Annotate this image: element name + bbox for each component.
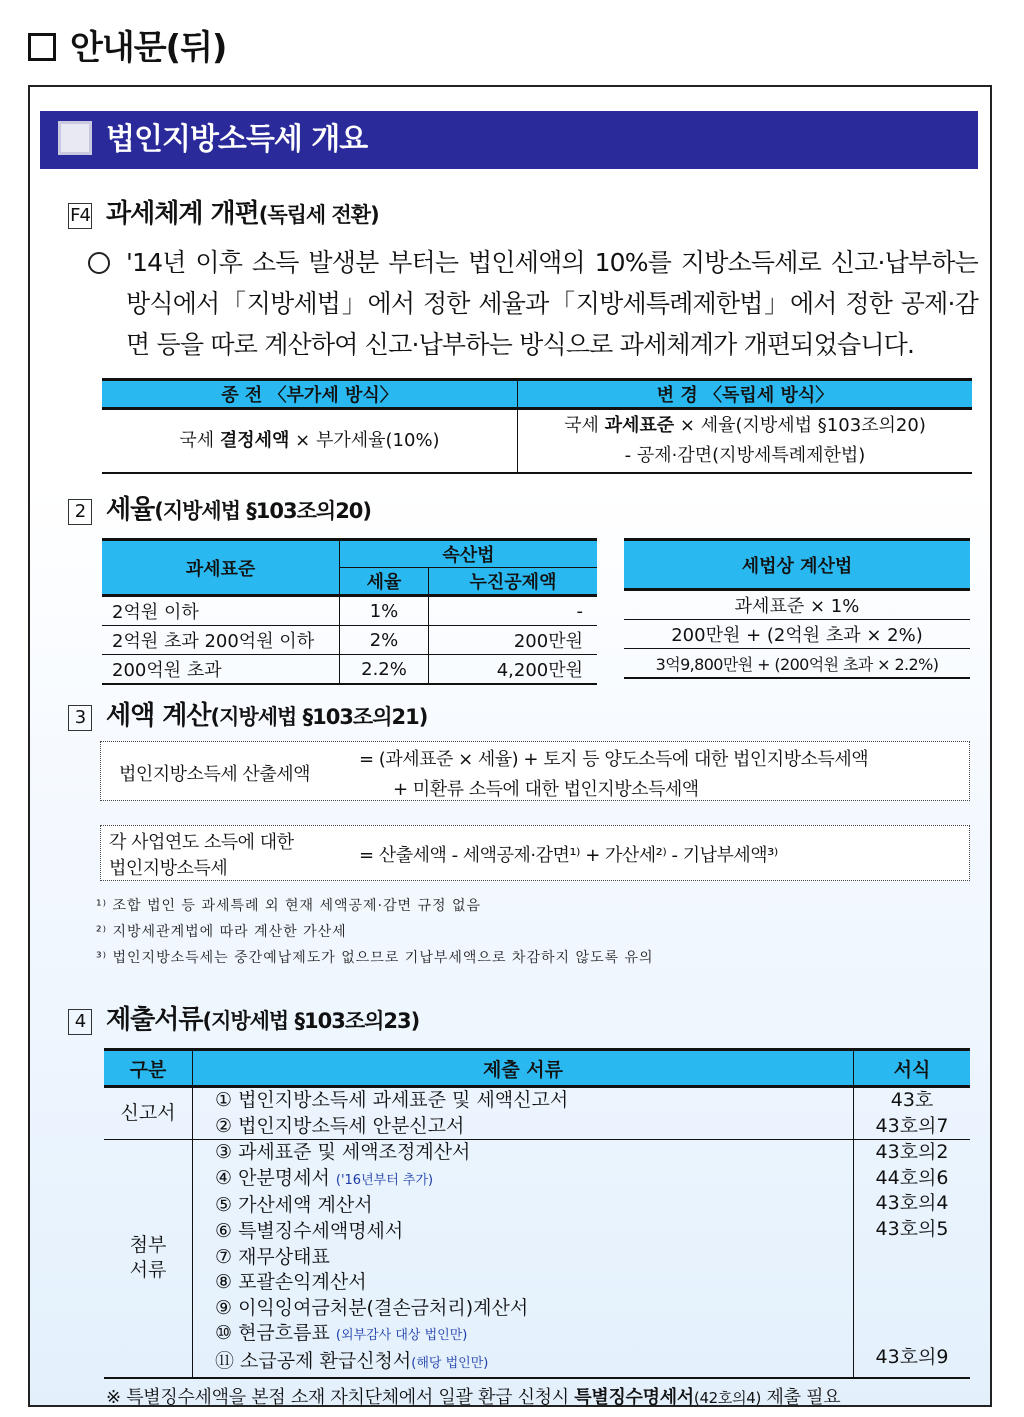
checkbox-square-icon <box>28 33 56 61</box>
section-number: 4 <box>68 1009 92 1035</box>
section-2-heading: 2 세율(지방세법 §103조의20) <box>68 489 371 526</box>
doc-group-attachments: 첨부 서류 ③ 과세표준 및 세액조정계산서 ④ 안분명세서 ('16년부터 추가) ⑤ 가산세액 계산서 ⑥ 특별징수세액명세서 ⑦ 재무상태표 ⑧ 포괄손익계산서 ⑨ 이익잉여금처분(결손금처리)계산서 ⑩ 현금흐름표 (외부감사 대상 법인만) ⑪ 소급공제 환급신청서(해당 법인만) 43호의2 44호의6 43호의4 43호의5 43호의9 <box>104 1140 970 1378</box>
doc-item: ⑤ 가산세액 계산서 <box>215 1194 373 1217</box>
rate-row: 2억원 이하 1% - <box>102 596 597 626</box>
doc-item: ① 법인지방소득세 과세표준 및 세액신고서 <box>215 1089 569 1111</box>
banner <box>40 111 978 169</box>
bottom-note: ※ 특별징수세액을 본점 소재 자치단체에서 일괄 환급 신청시 특별징수명세서(42호의4) 제출 필요 <box>106 1387 841 1408</box>
section-number: 3 <box>68 705 92 731</box>
footnote: ¹⁾ 조합 법인 등 과세특례 외 현재 세액공제·감면 규정 없음 <box>96 898 482 914</box>
documents-table: 구분 제출 서류 서식 신고서 ① 법인지방소득세 과세표준 및 세액신고서 ② 법인지방소득세 안분신고서 43호 43호의7 첨부 서류 ③ 과세표준 및 세액조정계산서 ④ 안분명세서 ('16년부터 추가) ⑤ 가산세액 계산서 ⑥ 특별징수세액명세서 ⑦ 재무상태표 ⑧ 포괄손익계산서 ⑨ 이익잉여금처분(결손금처리)계산서 ⑩ 현금흐름표 (외부감사 대상 법인만) ⑪ 소급공제 환급신청서(해당 법인만) 43호의2 44호의6 43호의4 43호의5 43호의9 <box>104 1048 970 1379</box>
calc-box-2: 각 사업연도 소득에 대한 법인지방소득세 = 산출세액 - 세액공제·감면¹⁾ + 가산세²⁾ - 기납부세액³⁾ <box>100 825 970 881</box>
before-formula: 국세 결정세액 × 부가세율(10%) <box>102 409 518 474</box>
calc-row: 200만원 + (2억원 초과 × 2%) <box>624 620 970 649</box>
section-3-heading: 3 세액 계산(지방세법 §103조의21) <box>68 695 427 732</box>
doc-item: ⑧ 포괄손익계산서 <box>215 1271 367 1294</box>
doc-group-filing: 신고서 ① 법인지방소득세 과세표준 및 세액신고서 ② 법인지방소득세 안분신고서 43호 43호의7 <box>104 1087 970 1140</box>
footnote: ³⁾ 법인지방소득세는 중간예납제도가 없으므로 기납부세액으로 차감하지 않도록 유의 <box>96 950 654 966</box>
page-title: 안내문(뒤) <box>28 20 226 69</box>
doc-item: ③ 과세표준 및 세액조정계산서 <box>215 1141 471 1164</box>
doc-item: ④ 안분명세서 ('16년부터 추가) <box>215 1166 434 1189</box>
square-bullet-icon <box>58 121 92 155</box>
doc-item: ② 법인지방소득세 안분신고서 <box>215 1114 465 1137</box>
doc-item: ⑥ 특별징수세액명세서 <box>215 1219 404 1242</box>
calc-row: 과세표준 × 1% <box>624 590 970 620</box>
section-number: F4 <box>68 203 92 229</box>
rate-row: 2억원 초과 200억원 이하 2% 200만원 <box>102 626 597 655</box>
calc-box-1: 법인지방소득세 산출세액 = (과세표준 × 세율) + 토지 등 양도소득에 대한 법인지방소득세액 + 미환류 소득에 대한 법인지방소득세액 <box>100 741 970 801</box>
doc-item: ⑪ 소급공제 환급신청서(해당 법인만) <box>215 1349 489 1372</box>
compare-table: 종 전 〈부가세 방식〉 변 경 〈독립세 방식〉 국세 결정세액 × 부가세율(10%) 국세 과세표준 × 세율(지방세법 §103조의20) - 공제·감면(지방세특례제한법) <box>102 378 972 474</box>
rate-row: 200억원 초과 2.2% 4,200만원 <box>102 655 597 685</box>
section-1-paragraph: '14년 이후 소득 발생분 부터는 법인세액의 10%를 지방소득세로 신고·납부하는 방식에서「지방세법」에서 정한 세율과「지방세특례제한법」에서 정한 공제·감면 등을 따로 계산하여 신고·납부하는 방식으로 과세체계가 개편되었습니다. <box>88 242 978 365</box>
section-4-heading: 4 제출서류(지방세법 §103조의23) <box>68 999 419 1036</box>
doc-item: ⑩ 현금흐름표 (외부감사 대상 법인만) <box>215 1322 468 1345</box>
banner-title: 법인지방소득세 개요 <box>106 122 368 157</box>
doc-item: ⑨ 이익잉여금처분(결손금처리)계산서 <box>215 1296 529 1319</box>
after-formula: 국세 과세표준 × 세율(지방세법 §103조의20) - 공제·감면(지방세특례제한법) <box>564 415 926 466</box>
circle-bullet-icon <box>88 252 110 274</box>
doc-item: ⑦ 재무상태표 <box>215 1245 330 1268</box>
section-number: 2 <box>68 499 92 525</box>
calc-method-table: 세법상 계산법 과세표준 × 1% 200만원 + (2억원 초과 × 2%) 3억9,800만원 + (200억원 초과 × 2.2%) <box>624 538 970 679</box>
rate-table: 과세표준 속산법 세율 누진공제액 2억원 이하 1% - 2억원 초과 200억원 이하 2% 200만원 200억원 초과 2.2% 4,200만원 <box>102 538 597 685</box>
calc-row: 3억9,800만원 + (200억원 초과 × 2.2%) <box>624 649 970 679</box>
content-frame <box>28 85 992 1407</box>
section-1-heading: F4 과세체계 개편(독립세 전환) <box>68 193 379 230</box>
footnote: ²⁾ 지방세관계법에 따라 계산한 가산세 <box>96 924 347 940</box>
